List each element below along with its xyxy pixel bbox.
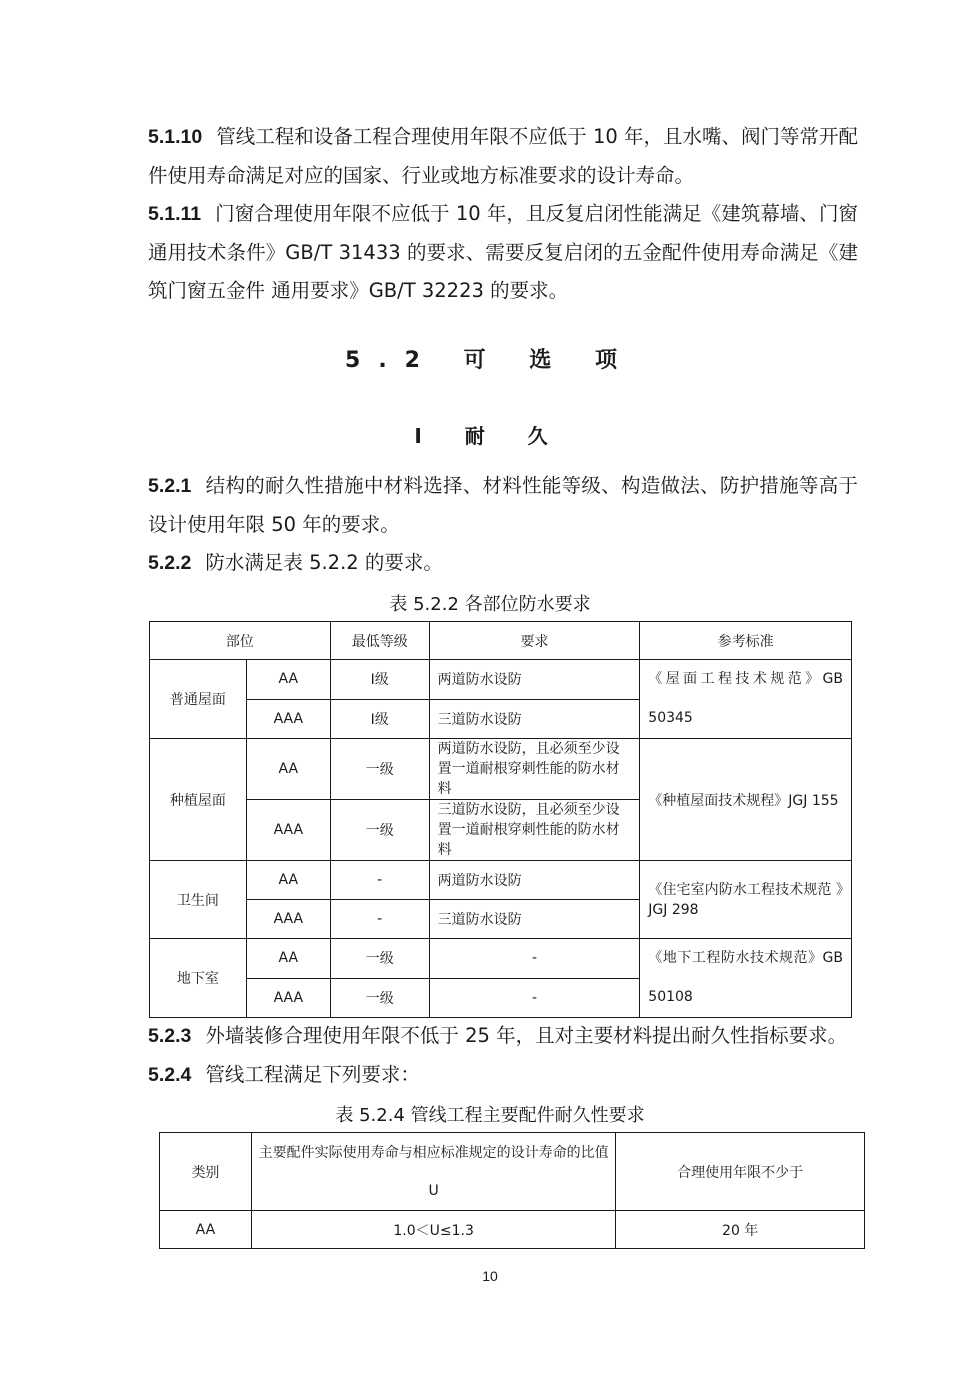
requirement-cell: -	[429, 939, 640, 979]
table-caption: 表 5.2.4 管线工程主要配件耐久性要求	[335, 1105, 645, 1126]
requirement-cell: 三道防水设防	[429, 699, 640, 739]
clause-5-2-3	[148, 1017, 858, 1056]
reference-cell: 《屋面工程技术规范》GB 50345	[640, 660, 852, 739]
clause-5-2-2	[148, 544, 858, 583]
clause-5-1-10	[148, 118, 858, 195]
clause-text: 管线工程满足下列要求：	[205, 1063, 420, 1086]
service-life-cell: 20 年	[616, 1211, 865, 1249]
ratio-cell: 1.0＜U≤1.3	[251, 1211, 615, 1249]
table-row	[150, 660, 852, 700]
clause-text: 门窗合理使用年限不应低于 10 年，且反复启闭性能满足《建筑幕墙、门窗通用技术条件》GB/T 31433 的要求、需要反复启闭的五金配件使用寿命满足《建筑门窗五金件 通用要求》GB/T 32223 的要求。	[148, 202, 858, 302]
level-cell: AA	[246, 939, 330, 979]
clause-number: 5.2.2	[148, 552, 192, 574]
clause-number: 5.1.11	[148, 203, 202, 225]
pipeline-durability-table	[159, 1132, 865, 1249]
section-heading: 5.2 可 选 项	[345, 348, 635, 373]
part-cell: 种植屋面	[150, 739, 247, 861]
header-service-life: 合理使用年限不少于	[616, 1133, 865, 1211]
clause-text: 管线工程和设备工程合理使用年限不应低于 10 年，且水嘴、阀门等常开配件使用寿命满足对应的国家、行业或地方标准要求的设计寿命。	[148, 125, 858, 187]
reference-cell: 《住宅室内防水工程技术规范 》JGJ 298	[640, 861, 852, 939]
requirement-cell: 两道防水设防	[429, 861, 640, 900]
requirement-cell: 三道防水设防	[429, 900, 640, 939]
part-cell: 卫生间	[150, 861, 247, 939]
waterproofing-table	[149, 621, 852, 1018]
page-number: 10	[482, 1268, 498, 1284]
level-cell: AA	[246, 861, 330, 900]
clause-number: 5.2.1	[148, 475, 192, 497]
table-header-row	[150, 622, 852, 660]
reference-cell: 《种植屋面技术规程》JGJ 155	[640, 739, 852, 861]
level-cell: AA	[246, 739, 330, 800]
table-row	[150, 739, 852, 800]
table-header-row	[160, 1133, 865, 1211]
clause-text: 结构的耐久性措施中材料选择、材料性能等级、构造做法、防护措施等高于设计使用年限 50 年的要求。	[148, 474, 858, 536]
clause-number: 5.1.10	[148, 126, 203, 148]
level-cell: AA	[246, 660, 330, 700]
grade-cell: -	[330, 900, 429, 939]
requirement-cell: 两道防水设防，且必须至少设置一道耐根穿刺性能的防水材料	[429, 739, 640, 800]
grade-cell: 一级	[330, 939, 429, 979]
table-row	[150, 939, 852, 979]
level-cell: AAA	[246, 978, 330, 1018]
clause-number: 5.2.4	[148, 1064, 192, 1086]
clause-number: 5.2.3	[148, 1025, 192, 1047]
grade-cell: 一级	[330, 978, 429, 1018]
clause-text: 防水满足表 5.2.2 的要求。	[205, 551, 443, 574]
clause-text: 外墙装修合理使用年限不低于 25 年，且对主要材料提出耐久性指标要求。	[205, 1024, 848, 1047]
grade-cell: 一级	[330, 739, 429, 800]
table-caption: 表 5.2.2 各部位防水要求	[389, 594, 591, 615]
requirement-cell: 两道防水设防	[429, 660, 640, 700]
header-requirement: 要求	[429, 622, 640, 660]
table-row	[160, 1211, 865, 1249]
sub-heading: Ⅰ 耐 久	[414, 424, 566, 448]
header-ratio: 主要配件实际使用寿命与相应标准规定的设计寿命的比值 U	[251, 1133, 615, 1211]
reference-cell: 《地下工程防水技术规范》GB 50108	[640, 939, 852, 1018]
header-reference: 参考标准	[640, 622, 852, 660]
header-min-grade: 最低等级	[330, 622, 429, 660]
category-cell: AA	[160, 1211, 252, 1249]
clause-5-2-4	[148, 1056, 858, 1095]
clause-5-2-1	[148, 467, 858, 544]
level-cell: AAA	[246, 900, 330, 939]
grade-cell: Ⅰ级	[330, 699, 429, 739]
grade-cell: Ⅰ级	[330, 660, 429, 700]
part-cell: 地下室	[150, 939, 247, 1018]
header-category: 类别	[160, 1133, 252, 1211]
requirement-cell: -	[429, 978, 640, 1018]
part-cell: 普通屋面	[150, 660, 247, 739]
level-cell: AAA	[246, 699, 330, 739]
level-cell: AAA	[246, 800, 330, 861]
grade-cell: 一级	[330, 800, 429, 861]
header-part: 部位	[150, 622, 331, 660]
requirement-cell: 三道防水设防，且必须至少设置一道耐根穿刺性能的防水材料	[429, 800, 640, 861]
grade-cell: -	[330, 861, 429, 900]
table-row	[150, 861, 852, 900]
clause-5-1-11	[148, 195, 858, 311]
